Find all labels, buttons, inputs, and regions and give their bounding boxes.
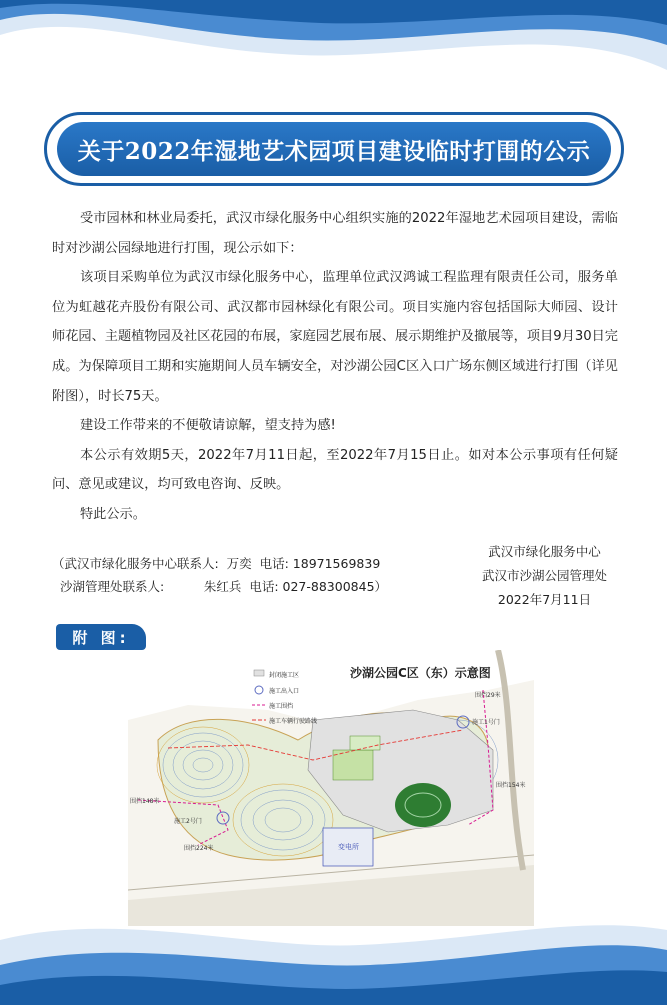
legend-fence: 施工围挡 bbox=[269, 703, 294, 710]
paragraph-details: 该项目采购单位为武汉市绿化服务中心，监理单位武汉鸿诚工程监理有限责任公司，服务单位为虹越花卉股份有限公司、武汉都市园林绿化有限公司。项目实施内容包括国际大师园、设计师花园、主题植物园及社区花园的布展，家庭园艺展布展、展示期维护及撤展等，项目9月30日完成。为保障项目工期和实施期间人员车辆安全，对沙湖公园C区入口广场东侧区域进行打围（详见附图），时长75天。 bbox=[52, 270, 618, 404]
label-fence-29: 围挡29米 bbox=[475, 692, 501, 699]
site-map-drawing bbox=[128, 650, 534, 926]
paragraph-validity: 本公示有效期5天，2022年7月11日起，至2022年7月15日止。如对本公示事项有任何疑问、意见或建议，均可致电咨询、反映。 bbox=[52, 447, 618, 493]
legend-vehicle-route: 施工车辆行驶路线 bbox=[269, 718, 318, 725]
page-title: 关于2022年湿地艺术园项目建设临时打围的公示 bbox=[77, 137, 591, 165]
legend-closed-area: 封闭施工区 bbox=[269, 672, 300, 679]
notice-body bbox=[52, 204, 618, 530]
paragraph-intro: 受市园林和林业局委托，武汉市绿化服务中心组织实施的2022年湿地艺术园项目建设，需临时对沙湖公园绿地进行打围，现公示如下： bbox=[52, 211, 618, 256]
title-banner bbox=[44, 112, 624, 186]
bottom-wave-decoration bbox=[0, 910, 667, 1005]
contact-line-1: （武汉市绿化服务中心联系人: 万奕 电话: 18971569839 bbox=[52, 556, 381, 571]
signer-org-2: 武汉市沙湖公园管理处 bbox=[481, 568, 607, 583]
top-wave-decoration bbox=[0, 0, 667, 95]
title-banner-inner bbox=[57, 122, 611, 176]
contact-info bbox=[52, 552, 387, 598]
label-gate-2: 施工2号门 bbox=[174, 818, 202, 825]
legend-entrance: 施工出入口 bbox=[269, 688, 300, 695]
site-map bbox=[128, 650, 534, 926]
attachment-label: 附 图: bbox=[56, 624, 146, 650]
label-substation: 变电所 bbox=[338, 843, 359, 851]
paragraph-closing: 特此公示。 bbox=[80, 506, 146, 522]
label-fence-224: 围挡224米 bbox=[184, 845, 214, 852]
label-gate-1: 施工1号门 bbox=[472, 719, 500, 726]
contact-line-2: 沙湖管理处联系人: 朱红兵 电话: 027-88300845） bbox=[52, 579, 388, 594]
map-title: 沙湖公园C区（东）示意图 bbox=[350, 666, 491, 680]
signature-date: 2022年7月11日 bbox=[497, 592, 592, 607]
label-fence-154: 围挡154米 bbox=[496, 782, 526, 789]
label-fence-148: 围挡148米 bbox=[130, 798, 160, 805]
paragraph-apology: 建设工作带来的不便敬请谅解，望支持为感! bbox=[80, 418, 336, 434]
signature-block bbox=[482, 540, 607, 612]
signer-org-1: 武汉市绿化服务中心 bbox=[488, 544, 601, 559]
